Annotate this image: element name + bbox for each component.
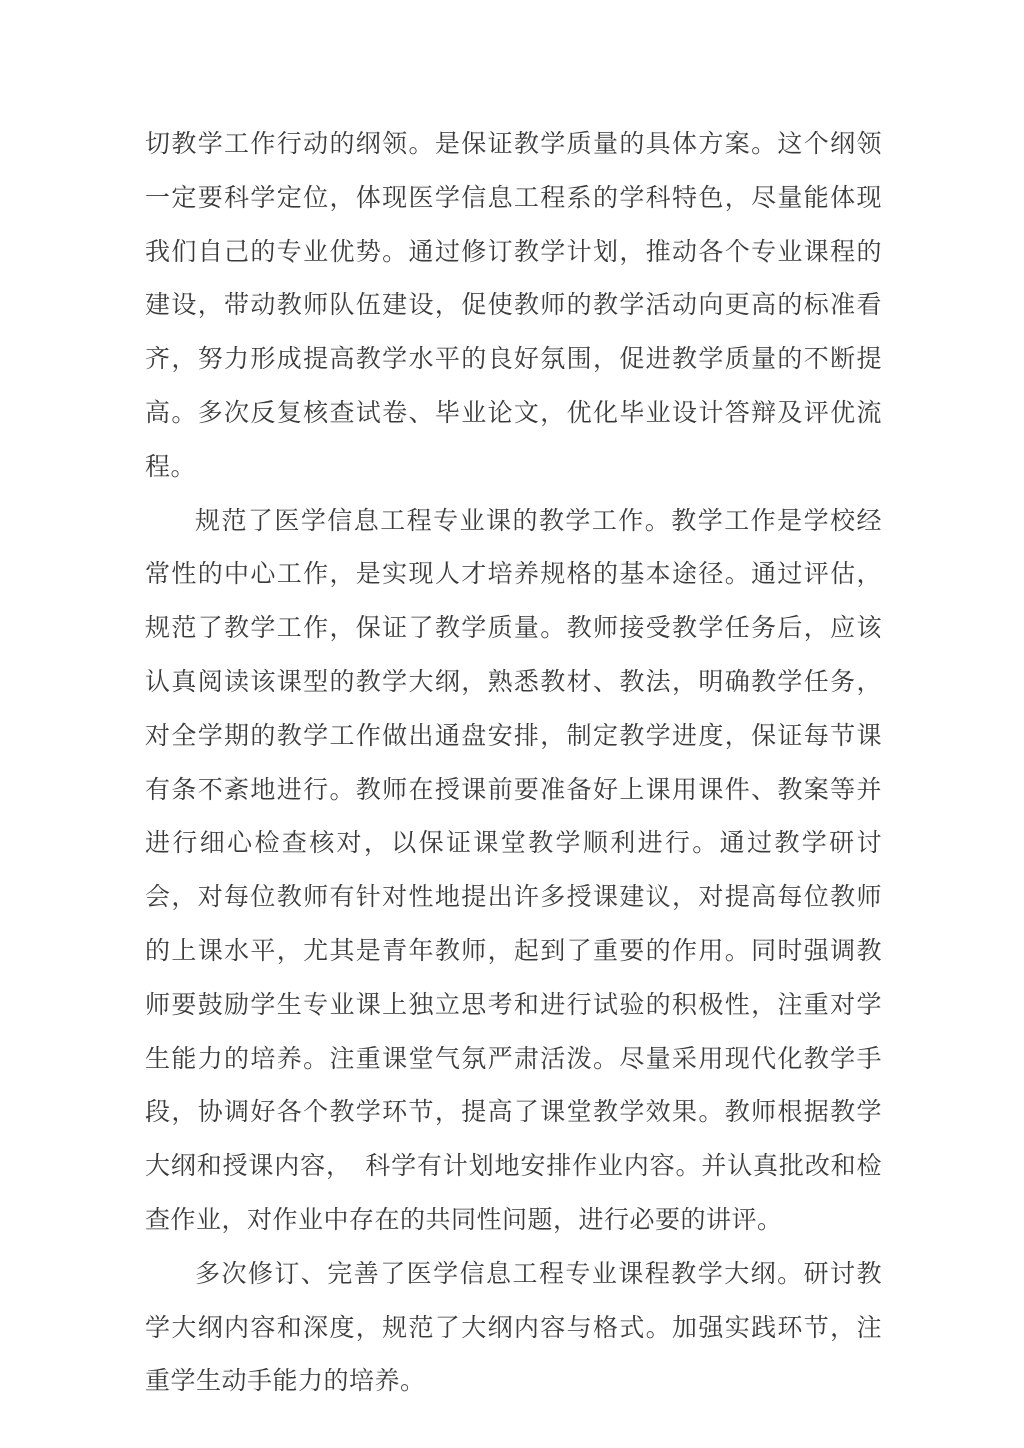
paragraph: 规范了医学信息工程专业课的教学工作。教学工作是学校经常性的中心工作，是实现人才培养规格的基本途径。通过评估，规范了教学工作，保证了教学质量。教师接受教学任务后，应该认真阅读该课型的教学大纲，熟悉教材、教法，明确教学任务，对全学期的教学工作做出通盘安排，制定教学进度，保证每节课有条不紊地进行。教师在授课前要准备好上课用课件、教案等并进行细心检查核对，以保证课堂教学顺利进行。通过教学研讨会，对每位教师有针对性地提出许多授课建议，对提高每位教师的上课水平，尤其是青年教师，起到了重要的作用。同时强调教师要鼓励学生专业课上独立思考和进行试验的积极性，注重对学生能力的培养。注重课堂气氛严肃活泼。尽量采用现代化教学手段，协调好各个教学环节，提高了课堂教学效果。教师根据教学大纲和授课内容， 科学有计划地安排作业内容。并认真批改和检查作业，对作业中存在的共同性问题，进行必要的讲评。 bbox=[145, 505, 882, 1234]
document-body bbox=[145, 117, 882, 1408]
paragraph: 切教学工作行动的纲领。是保证教学质量的具体方案。这个纲领一定要科学定位，体现医学信息工程系的学科特色，尽量能体现我们自己的专业优势。通过修订教学计划，推动各个专业课程的建设，带动教师队伍建设，促使教师的教学活动向更高的标准看齐，努力形成提高教学水平的良好氛围，促进教学质量的不断提高。多次反复核查试卷、毕业论文，优化毕业设计答辩及评优流程。 bbox=[145, 129, 882, 481]
paragraph: 多次修订、完善了医学信息工程专业课程教学大纲。研讨教学大纲内容和深度，规范了大纲内容与格式。加强实践环节，注重学生动手能力的培养。 bbox=[145, 1258, 882, 1396]
